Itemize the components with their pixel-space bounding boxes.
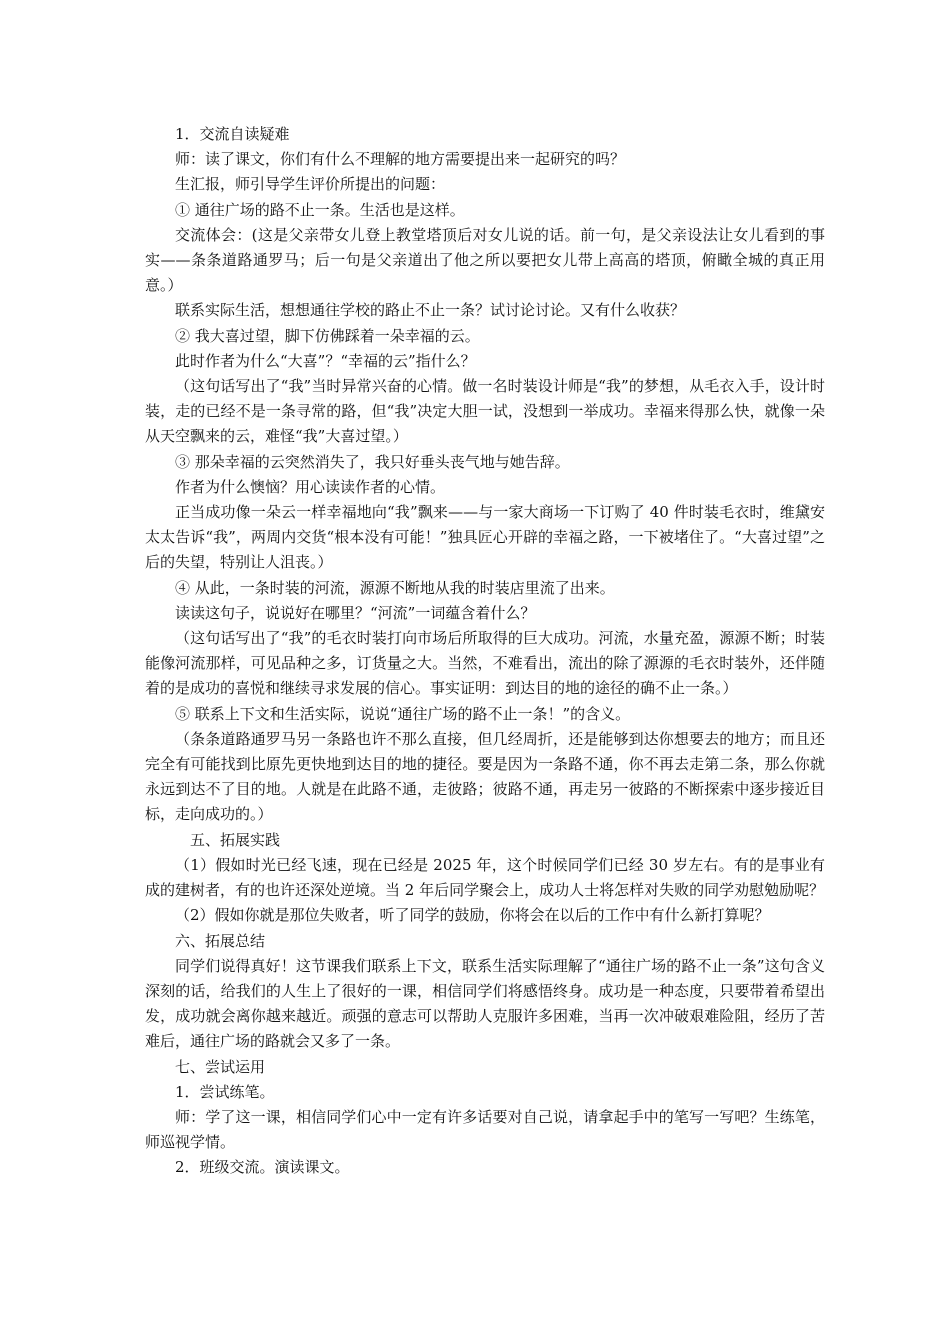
paragraph-8: 此时作者为什么“大喜”？“幸福的云”指什么？ <box>175 351 476 370</box>
paragraph-16: ⑤ 联系上下文和生活实际，说说“通往广场的路不止一条！”的含义。 <box>175 704 631 723</box>
paragraph-4: ① 通往广场的路不止一条。生活也是这样。 <box>175 200 465 219</box>
paragraph-26: 2．班级交流。演读课文。 <box>175 1158 350 1177</box>
paragraph-25: 师：学了这一课，相信同学们心中一定有许多话要对自己说，请拿起手中的笔写一写吧？生练笔，师巡视学情。 <box>145 1107 825 1152</box>
paragraph-14: 读读这句子，说说好在哪里？“河流”一词蕴含着什么？ <box>175 603 536 622</box>
paragraph-6: 联系实际生活，想想通往学校的路止不止一条？试讨论讨论。又有什么收获？ <box>175 301 686 320</box>
section-heading-5: 五、拓展实践 <box>190 830 281 849</box>
paragraph-24: 1．尝试练笔。 <box>175 1082 275 1101</box>
paragraph-1: 1．交流自读疑难 <box>175 125 290 143</box>
paragraph-22: 同学们说得真好！这节课我们联系上下文，联系生活实际理解了“通往广场的路不止一条”这句含义深刻的话，给我们的人生上了很好的一课，相信同学们将感悟终身。成功是一种态度，只要带着希望出发，成功就会离你越来越近。顽强的意志可以帮助人克服许多困难，当再一次冲破艰难险阻，经历了苦难后，通往广场的路就会又多了一条。 <box>145 956 825 1051</box>
paragraph-13: ④ 从此，一条时装的河流，源源不断地从我的时装店里流了出来。 <box>175 578 615 597</box>
paragraph-19: （1）假如时光已经飞速，现在已经是 2025 年，这个时候同学们已经 30 岁左右。有的是事业有成的建树者，有的也许还深处逆境。当 2 年后同学聚会上，成功人士将怎样对失败的同学劝慰勉励呢？ <box>145 855 825 900</box>
document-page <box>145 122 825 1181</box>
paragraph-11: 作者为什么懊恼？用心读读作者的心情。 <box>175 477 446 496</box>
paragraph-20: （2）假如你就是那位失败者，听了同学的鼓励，你将会在以后的工作中有什么新打算呢？ <box>175 906 770 925</box>
paragraph-2: 师：读了课文，你们有什么不理解的地方需要提出来一起研究的吗？ <box>175 150 626 169</box>
paragraph-5: 交流体会：(这是父亲带女儿登上教堂塔顶后对女儿说的话。前一句，是父亲设法让女儿看到的事实——条条道路通罗马；后一句是父亲道出了他之所以要把女儿带上高高的塔顶，俯瞰全城的真正用意。） <box>145 225 825 295</box>
paragraph-15: （这句话写出了“我”的毛衣时装打向市场后所取得的巨大成功。河流，水量充盈，源源不断；时装能像河流那样，可见品种之多，订货量之大。当然，不难看出，流出的除了源源的毛衣时装外，还伴随着的是成功的喜悦和继续寻求发展的信心。事实证明：到达目的地的途径的确不止一条。） <box>145 629 825 698</box>
paragraph-12: 正当成功像一朵云一样幸福地向“我”飘来——与一家大商场一下订购了 40 件时装毛衣时，维黛安太太告诉“我”，两周内交货“根本没有可能！”独具匠心开辟的幸福之路，一下被堵住了。“大喜过望”之后的失望，特别让人沮丧。） <box>145 503 825 572</box>
section-heading-6: 六、拓展总结 <box>175 931 266 950</box>
paragraph-7: ② 我大喜过望，脚下仿佛踩着一朵幸福的云。 <box>175 326 480 345</box>
paragraph-17: （条条道路通罗马另一条路也许不那么直接，但几经周折，还是能够到达你想要去的地方；而且还完全有可能找到比原先更快地到达目的地的捷径。要是因为一条路不通，你不再去走第二条，那么你就永远到达不了目的地。人就是在此路不通，走彼路；彼路不通，再走另一彼路的不断探索中逐步接近目标，走向成功的。） <box>145 729 825 824</box>
section-heading-7: 七、尝试运用 <box>175 1057 266 1076</box>
paragraph-3: 生汇报，师引导学生评价所提出的问题： <box>175 175 446 194</box>
paragraph-10: ③ 那朵幸福的云突然消失了，我只好垂头丧气地与她告辞。 <box>175 452 570 471</box>
paragraph-9: （这句话写出了“我”当时异常兴奋的心情。做一名时装设计师是“我”的梦想，从毛衣入手，设计时装，走的已经不是一条寻常的路，但“我”决定大胆一试，没想到一举成功。幸福来得那么快，就像一朵从天空飘来的云，难怪“我”大喜过望。） <box>145 377 825 446</box>
